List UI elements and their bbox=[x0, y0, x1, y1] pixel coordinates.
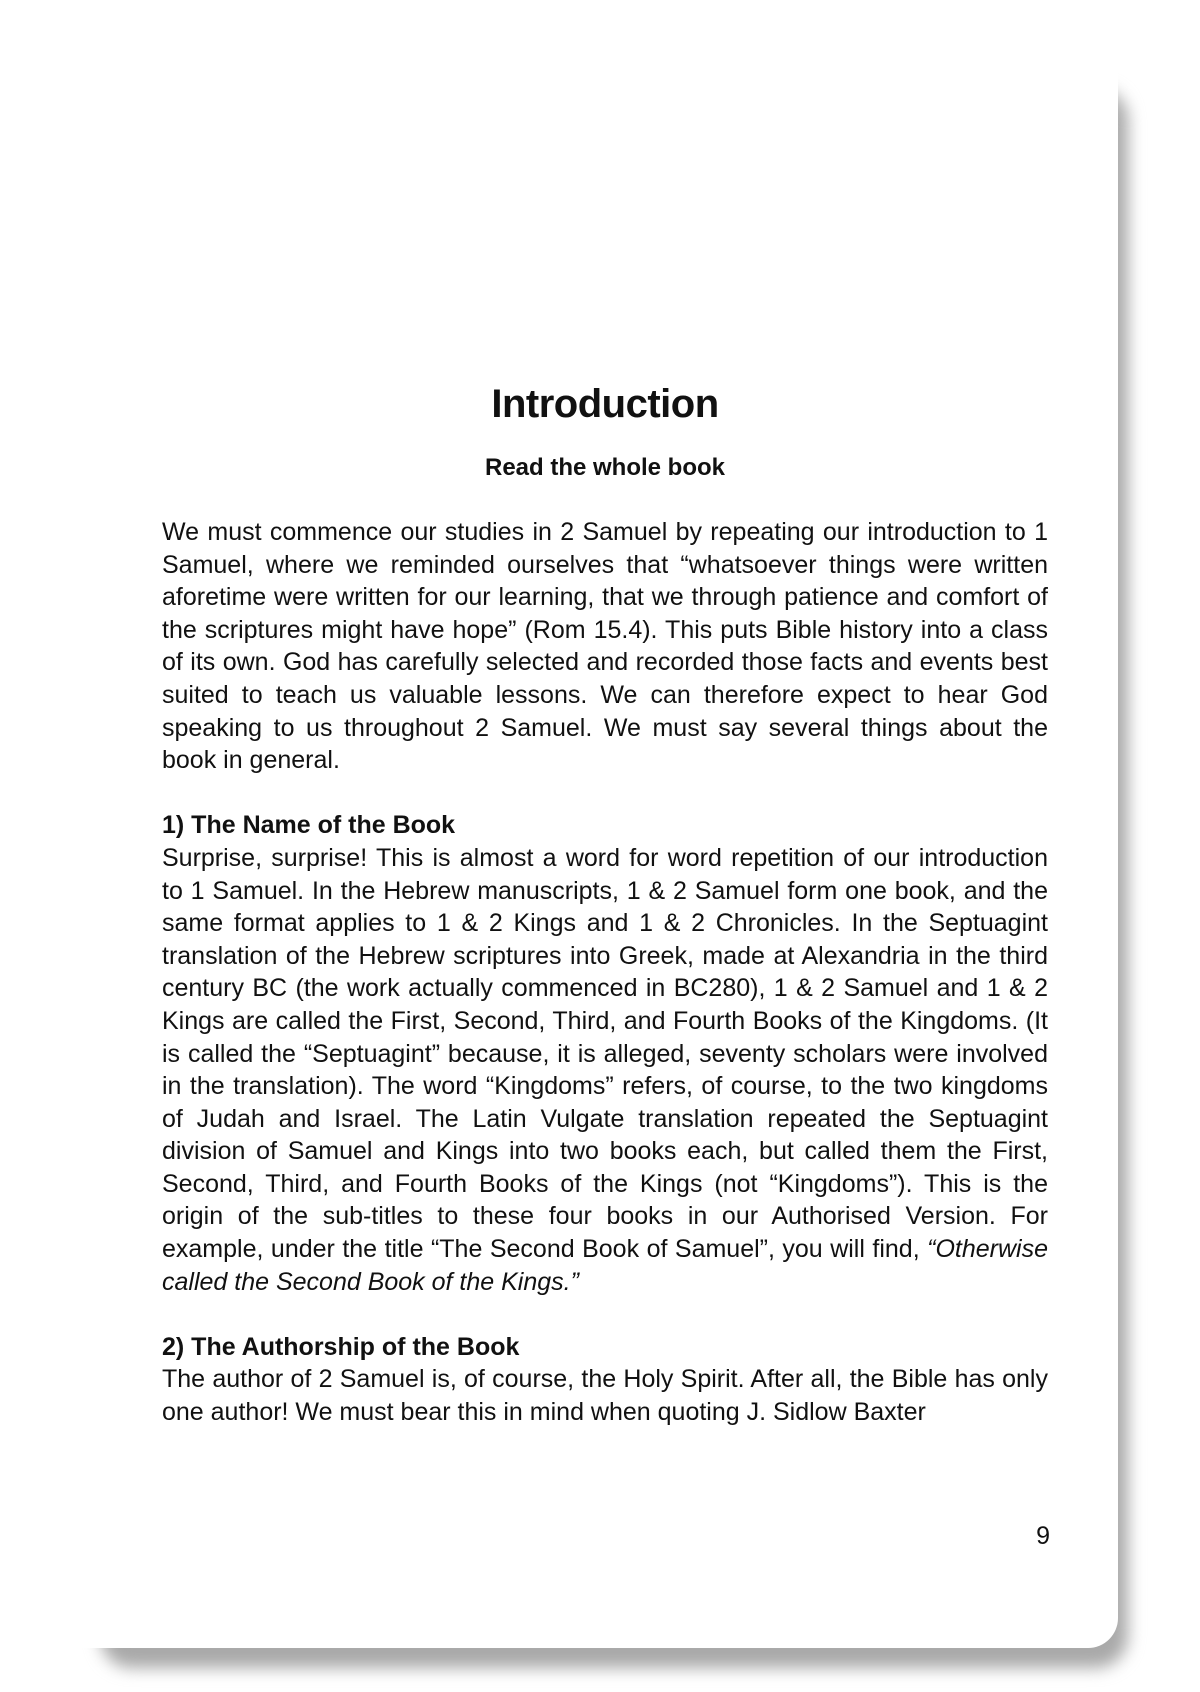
section-body-name-of-book bbox=[162, 842, 1048, 1298]
page-content bbox=[162, 380, 1048, 1429]
section-heading-authorship: 2) The Authorship of the Book bbox=[162, 1332, 520, 1361]
section-body-authorship: The author of 2 Samuel is, of course, the Holy Spirit. After all, the Bible has only one author! We must bear this in mind when quoting J. Sidlow Baxter bbox=[162, 1365, 1048, 1427]
page-number: 9 bbox=[1036, 1522, 1050, 1550]
section-body-text: Surprise, surprise! This is almost a word for word repetition of our introduction to 1 Samuel. In the Hebrew manuscripts, 1 & 2 Samuel form one book, and the same format applies to 1 & 2 Kings and 1 & 2 Chronicles. In the Septuagint translation of the Hebrew scriptures into Greek, made at Alexandria in the third century BC (the work actually commenced in BC280), 1 & 2 Samuel and 1 & 2 Kings are called the First, Second, Third, and Fourth Books of the Kingdoms. (It is called the “Septuagint” because, it is alleged, seventy scholars were involved in the translation). The word “Kingdoms” refers, of course, to the two kingdoms of Judah and Israel. The Latin Vulgate translation repeated the Septuagint division of Samuel and Kings into two books each, but called them the First, Second, Third, and Fourth Books of the Kings (not “Kingdoms”). This is the origin of the sub-titles to these four books in our Authorised Version. For example, under the title “The Second Book of Samuel”, you will find, bbox=[162, 843, 1048, 1264]
page-title: Introduction bbox=[491, 382, 719, 426]
section-heading-name-of-book: 1) The Name of the Book bbox=[162, 811, 456, 840]
intro-paragraph: We must commence our studies in 2 Samuel by repeating our introduction to 1 Samuel, where we reminded ourselves that “whatsoever things were written aforetime were written for our learning, that we through patience and comfort of the scriptures might have hope” (Rom 15.4). This puts Bible history into a class of its own. God has carefully selected and recorded those facts and events best suited to teach us valuable lessons. We can therefore expect to hear God speaking to us throughout 2 Samuel. We must say several things about the book in general. bbox=[162, 518, 1048, 775]
page-subtitle: Read the whole book bbox=[484, 454, 726, 481]
section-body-italic-quote: “Otherwise called the Second Book of the Kings.” bbox=[162, 1235, 1048, 1296]
